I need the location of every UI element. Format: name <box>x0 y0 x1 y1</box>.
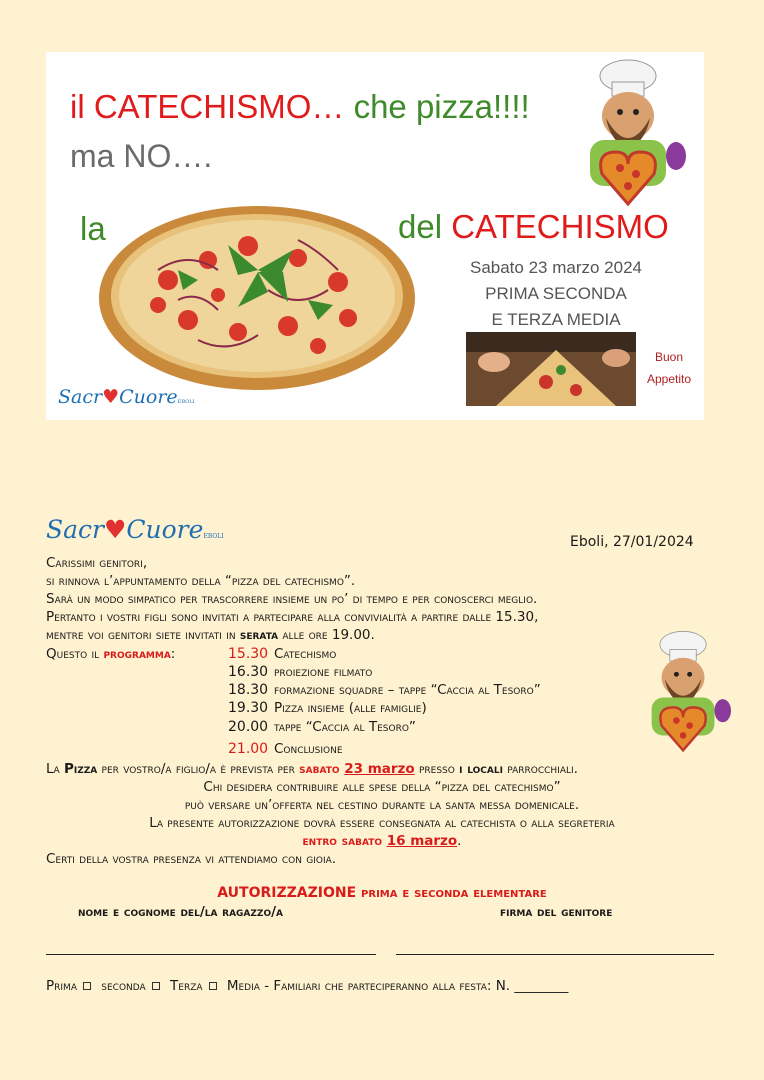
poster-buon-appetito: Buon Appetito <box>646 350 692 386</box>
offering-line: può versare un’offerta nel cestino durante la santa messa domenicale. <box>184 797 580 813</box>
programma-item: 21.00 Conclusione <box>228 741 343 757</box>
class-selection-line: Prima seconda Terza Media - Familiari che parteciperanno alla festa: N. ________ <box>46 978 569 994</box>
programma-item: 15.30 Catechismo <box>228 646 337 662</box>
programma-item: 19.30 Pizza insieme (alle famiglie) <box>228 700 427 716</box>
programma-intro: Questo il programma: <box>46 646 176 662</box>
pizza-image <box>98 200 416 392</box>
child-name-field[interactable] <box>46 954 376 955</box>
greeting: Carissimi genitori, <box>46 555 148 571</box>
checkbox-terza[interactable] <box>209 982 217 990</box>
closing-line: Certi della vostra presenza vi attendiamo con gioia. <box>46 851 337 867</box>
poster-title: il CATECHISMO… che pizza!!!! <box>70 88 530 125</box>
programma-item: 20.00 tappe “Caccia al Tesoro” <box>228 719 416 735</box>
letter-date: Eboli, 27/01/2024 <box>570 534 694 550</box>
paragraph-2: Sarà un modo simpatico per trascorrere insieme un po’ di tempo e per conoscerci meglio. <box>46 591 538 607</box>
poster-subtitle: ma NO…. <box>70 138 213 174</box>
authorization-title: AUTORIZZAZIONE prima e seconda elementare <box>217 885 547 901</box>
paragraph-1: si rinnova l’appuntamento della “pizza del catechismo”. <box>46 573 356 589</box>
checkbox-seconda[interactable] <box>152 982 160 990</box>
programma-item: 16.30 proiezione filmato <box>228 664 373 680</box>
paragraph-4: mentre voi genitori siete invitati in serata alle ore 19.00. <box>46 627 375 643</box>
child-name-label: nome e cognome del/la ragazzo/a <box>78 904 283 920</box>
contribution-line: Chi desidera contribuire alle spese della “pizza del catechismo” <box>203 779 561 795</box>
event-poster <box>46 52 704 420</box>
parent-signature-label: firma del genitore <box>500 904 613 920</box>
deadline-line: entro sabato 16 marzo. <box>302 833 462 849</box>
familiari-field[interactable]: - Familiari che parteciperanno alla festa: N. ________ <box>264 978 569 994</box>
paragraph-3: Pertanto i vostri figli sono invitati a partecipare alla convivialità a partire dalle 15.30, <box>46 609 539 625</box>
pizza-date-line: La Pizza per vostro/a figlio/a è prevista per sabato 23 marzo presso i locali parrocchiali. <box>46 761 578 777</box>
chef-mascot-icon <box>576 56 692 206</box>
checkbox-prima[interactable] <box>83 982 91 990</box>
chef-mascot-small-icon <box>638 628 738 752</box>
sacro-cuore-logo: Sacr♥CuoreEBOLI <box>58 386 195 408</box>
programma-item: 18.30 formazione squadre – tappe “Caccia al Tesoro” <box>228 682 541 698</box>
poster-del-catechismo: del CATECHISMO <box>398 208 669 245</box>
poster-la: la <box>80 210 106 247</box>
pizza-slice-photo <box>466 332 636 406</box>
authorization-delivery-line: La presente autorizzazione dovrà essere consegnata al catechista o alla segreteria <box>149 815 615 831</box>
parent-signature-field[interactable] <box>396 954 714 955</box>
poster-event-info: Sabato 23 marzo 2024 PRIMA SECONDA E TERZA MEDIA <box>469 258 642 329</box>
letter-sacro-cuore-logo: Sacr♥CuoreEBOLI <box>46 515 224 544</box>
